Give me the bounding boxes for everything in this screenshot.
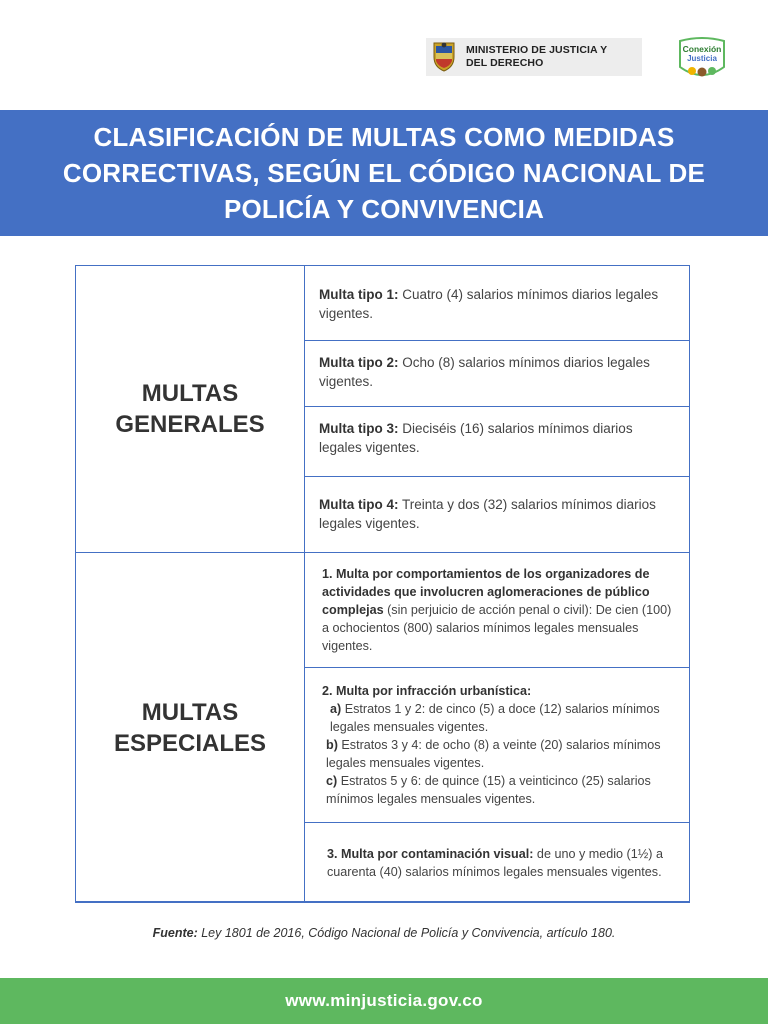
multa-tipo-3-cell [305,410,689,466]
row-divider [305,340,689,341]
multa-tipo-1-title: Multa tipo 1: [319,287,399,302]
estratos-a-text: Estratos 1 y 2: de cinco (5) a doce (12) salarios mínimos legales mensuales vigentes. [330,701,660,734]
row-divider [305,667,689,668]
multa-especial-1-text: (sin perjuicio de acción penal o civil): De cien (100) a ochocientos (800) salarios mínimos legales mensuales vigentes. [322,603,672,653]
category-multas-especiales [76,553,304,903]
multa-tipo-1-text: Cuatro (4) salarios mínimos diarios legales vigentes. [319,287,659,321]
multa-especial-3-title: 3. Multa por contaminación visual: [327,847,534,861]
category-label-line1: MULTAS [141,380,239,407]
multa-tipo-3-text: Dieciséis (16) salarios mínimos diarios legales vigentes. [319,421,633,455]
fines-table [75,265,690,902]
multa-tipo-2-text: Ocho (8) salarios mínimos diarios legales vigentes. [319,355,650,389]
coat-of-arms-icon [430,41,458,73]
multa-tipo-4-text: Treinta y dos (32) salarios mínimos diarios legales vigentes. [319,497,656,531]
multa-tipo-4-title: Multa tipo 4: [319,497,399,512]
footer-bar [0,978,768,1024]
multa-especial-1-cell [305,558,689,662]
category-label-line1: MULTAS [141,699,239,726]
source-text: Ley 1801 de 2016, Código Nacional de Policía y Convivencia, artículo 180. [197,926,616,940]
category-label-line2: GENERALES [115,411,265,438]
row-divider [305,406,689,407]
conexion-justicia-logo-icon [676,37,728,81]
multa-especial-2-cell [305,672,689,817]
category-label-line2: ESPECIALES [113,730,267,757]
source-label: Fuente: [152,926,198,940]
estratos-b-label: b) [326,737,338,752]
multa-tipo-2-cell [305,344,689,400]
multa-tipo-2-title: Multa tipo 2: [319,355,399,370]
multa-especial-2-title: 2. Multa por infracción urbanística: [322,683,532,698]
multa-tipo-1-cell [305,276,689,332]
row-divider [305,476,689,477]
ministry-logo [426,38,642,76]
logo-word-conexion: Conexión [682,44,722,54]
estratos-a-label: a) [330,701,342,716]
estratos-c-text: Estratos 5 y 6: de quince (15) a veinticinco (25) salarios mínimos legales mensuales vigentes. [326,773,651,806]
title-banner [0,110,768,236]
ministry-name-line2: DEL DERECHO [466,57,544,69]
estratos-c-label: c) [326,773,338,788]
multa-especial-3-cell [305,828,689,898]
multa-tipo-4-cell [305,486,689,542]
multa-especial-1-title: 1. Multa por comportamientos de los organizadores de actividades que involucren aglomeraciones de público complejas [322,567,650,617]
page-title: CLASIFICACIÓN DE MULTAS COMO MEDIDAS CORRECTIVAS, SEGÚN EL CÓDIGO NACIONAL DE POLICÍA Y CONVIVENCIA [62,122,706,224]
logo-word-justicia: Justicia [687,54,717,63]
source-citation [0,926,768,940]
multa-tipo-3-title: Multa tipo 3: [319,421,399,436]
multa-especial-3-text: de uno y medio (1½) a cuarenta (40) salarios mínimos legales mensuales vigentes. [327,847,663,879]
estratos-b-text: Estratos 3 y 4: de ocho (8) a veinte (20) salarios mínimos legales mensuales vigentes. [326,737,661,770]
ministry-name-line1: MINISTERIO DE JUSTICIA Y [466,44,608,56]
website-link[interactable]: www.minjusticia.gov.co [285,991,483,1010]
table-bottom-border [75,901,690,903]
row-divider [305,822,689,823]
category-multas-generales [76,266,304,552]
